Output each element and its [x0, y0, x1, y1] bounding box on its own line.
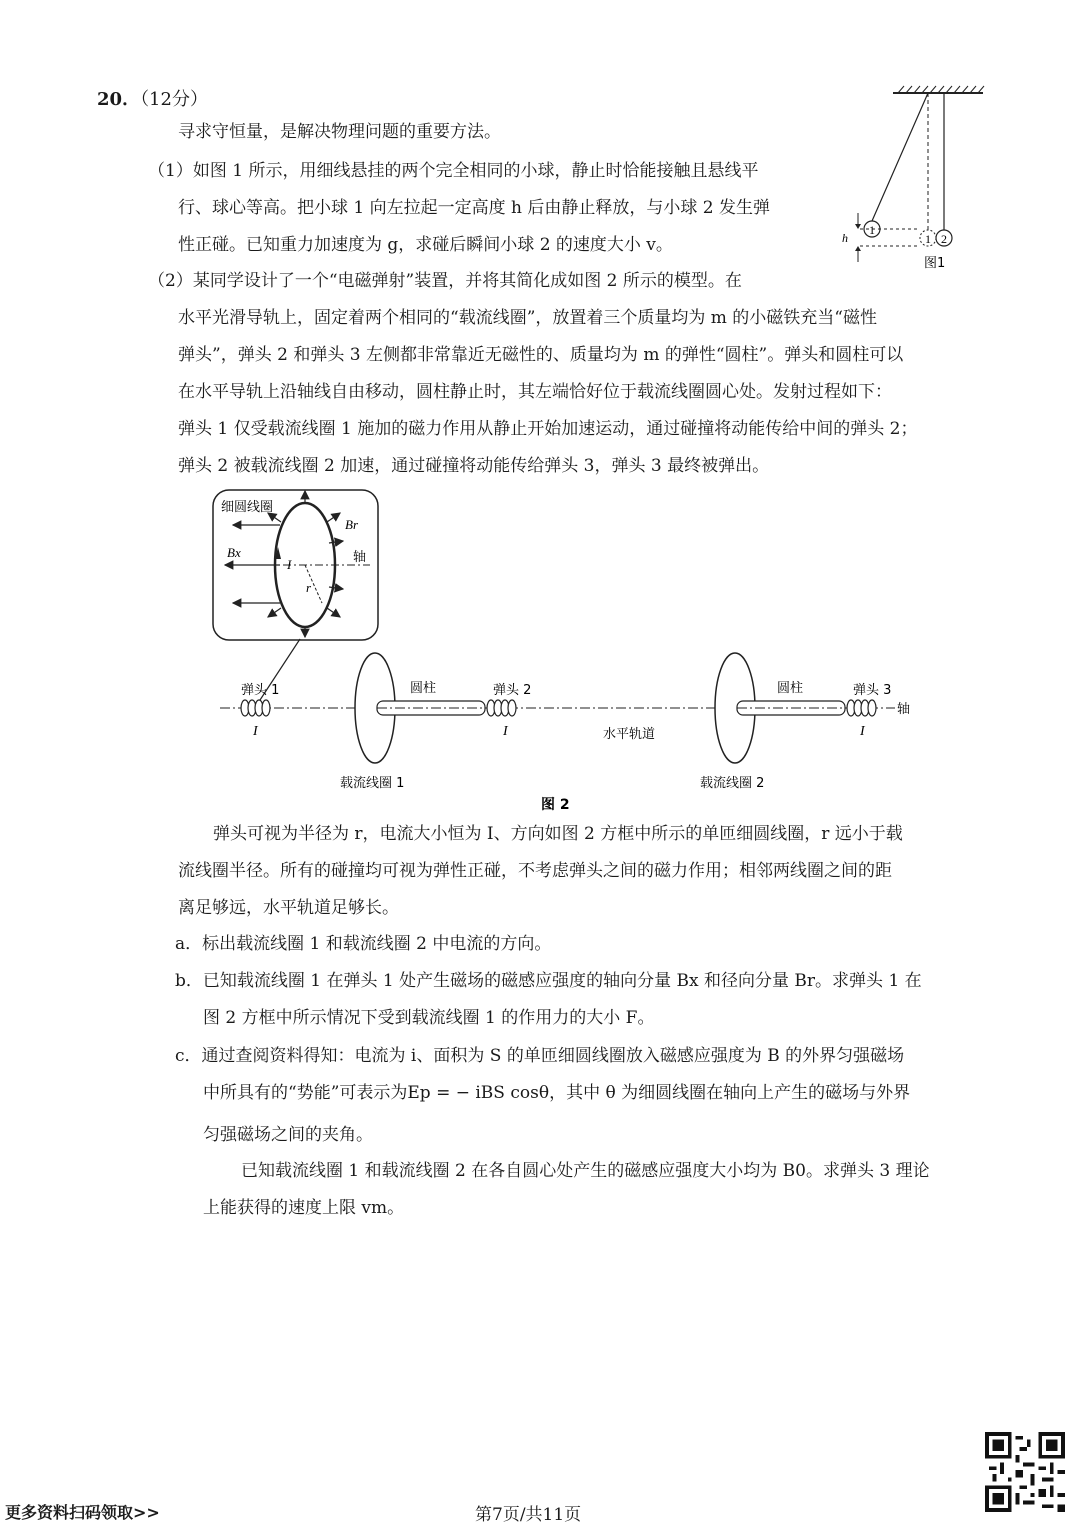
footer-promo[interactable]: 更多资料扫码领取>> [5, 1503, 160, 1522]
question-number: 20．（12分） [97, 89, 208, 110]
label-current-2: I [503, 724, 508, 739]
question-intro: 寻求守恒量，是解决物理问题的重要方法。 [178, 122, 501, 142]
part2-line1: （2）某同学设计了一个“电磁弹射”装置，并将其简化成如图 2 所示的模型。在 [148, 271, 742, 291]
sub-c-line2: 中所具有的“势能”可表示为Ep = − iBS cosθ，其中 θ 为细圆线圈在轴向上产生的磁场与外界 [203, 1083, 911, 1103]
label-track: 水平轨道 [603, 727, 656, 742]
part2-line5: 弹头 1 仅受载流线圈 1 施加的磁力作用从静止开始加速运动，通过碰撞将动能传给中间的弹头 2； [178, 419, 918, 439]
figure-1-caption: 图1 [924, 256, 946, 271]
part1-line2: 行、球心等高。把小球 1 向左拉起一定高度 h 后由静止释放，与小球 2 发生弹 [178, 198, 771, 218]
inset-title: 细圆线圈 [221, 500, 274, 515]
page-number: 第7页/共11页 [475, 1505, 582, 1525]
sub-b-line2: 图 2 方框中所示情况下受到载流线圈 1 的作用力的大小 F。 [203, 1008, 655, 1028]
label-projectile-2: 弹头 2 [493, 683, 532, 698]
label-current-3: I [860, 724, 865, 739]
label-projectile-3: 弹头 3 [853, 683, 892, 698]
figure-1-pendulum [838, 85, 988, 275]
svg-text:1: 1 [925, 232, 931, 246]
label-cylinder-2: 圆柱 [777, 681, 804, 696]
body-line2: 流线圈半径。所有的碰撞均可视为弹性正碰，不考虑弹头之间的磁力作用；相邻两线圈之间的距 [178, 861, 892, 881]
sub-a-line1: a．标出载流线圈 1 和载流线圈 2 中电流的方向。 [175, 934, 552, 954]
sub-c-line3: 匀强磁场之间的夹角。 [203, 1125, 373, 1145]
label-cylinder-1: 圆柱 [410, 681, 437, 696]
figure-2-em-launcher [205, 485, 925, 815]
svg-text:1: 1 [869, 223, 875, 237]
sub-b-line1: b．已知载流线圈 1 在弹头 1 处产生磁场的磁感应强度的轴向分量 Bx 和径向分量 Br。求弹头 1 在 [175, 971, 922, 991]
projectile-3 [847, 700, 876, 716]
label-r: r [306, 580, 312, 595]
part2-line2: 水平光滑导轨上，固定着两个相同的“载流线圈”，放置着三个质量均为 m 的小磁铁充当“磁性 [178, 308, 877, 328]
label-coil-1: 载流线圈 1 [340, 776, 405, 791]
part2-line3: 弹头”，弹头 2 和弹头 3 左侧都非常靠近无磁性的、质量均为 m 的弹性“圆柱”。弹头和圆柱可以 [178, 345, 904, 365]
label-current-1: I [253, 724, 258, 739]
sub-c-line5: 上能获得的速度上限 vm。 [203, 1198, 405, 1218]
figure-2-caption: 图 2 [541, 797, 570, 813]
part2-line4: 在水平导轨上沿轴线自由移动，圆柱静止时，其左端恰好位于载流线圈圆心处。发射过程如下： [178, 382, 892, 402]
body-line3: 离足够远，水平轨道足够长。 [178, 898, 399, 918]
part1-line1: （1）如图 1 所示，用细线悬挂的两个完全相同的小球，静止时恰能接触且悬线平 [148, 161, 759, 181]
qr-code[interactable] [985, 1432, 1065, 1512]
label-axis-main: 轴 [897, 702, 911, 717]
svg-text:2: 2 [941, 232, 947, 246]
label-projectile-1: 弹头 1 [241, 683, 280, 698]
body-line1: 弹头可视为半径为 r，电流大小恒为 I、方向如图 2 方框中所示的单匝细圆线圈，r 远小于载 [213, 824, 903, 844]
label-axis-inset: 轴 [353, 550, 367, 565]
projectile-1 [241, 700, 270, 716]
label-I-inset: I [287, 557, 292, 572]
label-coil-2: 载流线圈 2 [700, 776, 765, 791]
sub-c-line4: 已知载流线圈 1 和载流线圈 2 在各自圆心处产生的磁感应强度大小均为 B0。求弹头 3 理论 [241, 1161, 930, 1181]
projectile-2 [487, 700, 516, 716]
sub-c-line1: c．通过查阅资料得知：电流为 i、面积为 S 的单匝细圆线圈放入磁感应强度为 B 的外界匀强磁场 [175, 1046, 905, 1066]
label-h: h [842, 231, 848, 245]
part1-line3: 性正碰。已知重力加速度为 g，求碰后瞬间小球 2 的速度大小 v。 [178, 235, 673, 255]
part2-line6: 弹头 2 被载流线圈 2 加速，通过碰撞将动能传给弹头 3，弹头 3 最终被弹出。 [178, 456, 770, 476]
label-Br: Br [345, 517, 358, 532]
label-Bx: Bx [227, 545, 241, 560]
